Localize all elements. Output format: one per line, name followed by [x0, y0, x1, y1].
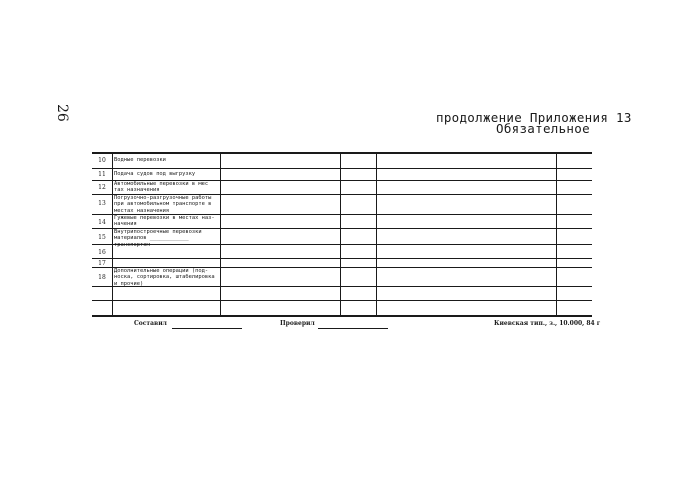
appendix-subtitle: Обязательное [496, 121, 590, 136]
row-label: Гужевые перевозки в местах наз- начения [114, 215, 215, 228]
row-number: 10 [98, 157, 106, 164]
column-rule [556, 152, 557, 315]
compiled-by-label: Составил [134, 320, 167, 327]
checked-by-signature-line [318, 328, 388, 329]
row-rule [92, 300, 592, 301]
row-number: 14 [98, 219, 106, 226]
appendix-title: продолжение Приложения 13 [436, 110, 632, 125]
row-label: Автомобильные перевозки в мес тах назначения [114, 181, 209, 194]
row-rule [92, 168, 592, 169]
row-number: 13 [98, 200, 106, 207]
table-top-rule [92, 152, 592, 154]
row-number: 15 [98, 234, 106, 241]
column-rule [340, 152, 341, 315]
column-rule [376, 152, 377, 315]
compiled-by-signature-line [172, 328, 242, 329]
row-label: Погрузочно-разгрузочные работы при автомобильном транспорте в местах назначения [114, 195, 212, 214]
table-bottom-rule [92, 315, 592, 317]
row-number: 18 [98, 274, 106, 281]
printer-imprint: Киевская тип., з., 10.000, 84 г [494, 320, 601, 327]
row-label: Водные перевозки [114, 157, 166, 163]
row-number: 17 [98, 260, 106, 267]
row-rule [92, 258, 592, 259]
page-number: 26 [54, 104, 70, 122]
row-label: Дополнительные операции (под- носка, сортировка, штабелировка и прочие) [114, 268, 215, 287]
row-label: Подача судов под выгрузку [114, 171, 196, 177]
checked-by-label: Проверил [280, 320, 315, 327]
column-rule [220, 152, 221, 315]
row-number: 11 [98, 171, 106, 178]
row-number: 12 [98, 184, 106, 191]
row-label: Внутрипостроечные перевозки материалов ____________ транспортом [114, 229, 202, 248]
row-number: 16 [98, 249, 106, 256]
